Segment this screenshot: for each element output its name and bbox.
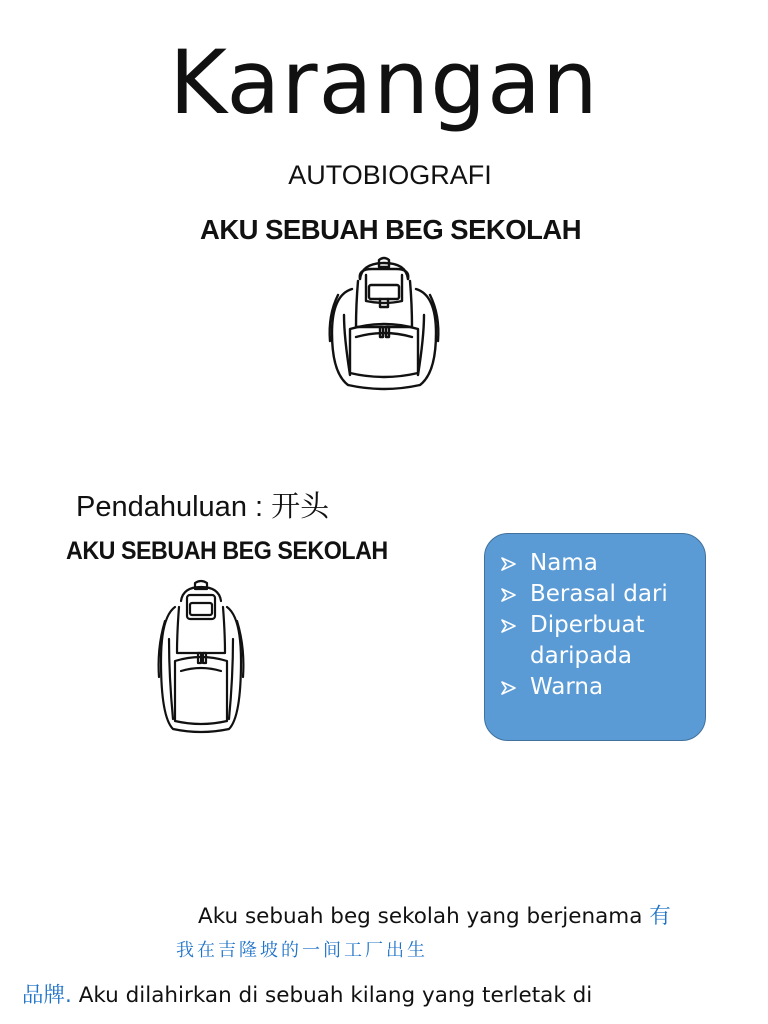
topic-heading: AKU SEBUAH BEG SEKOLAH — [200, 214, 582, 245]
intro-point-label: Berasal dari — [530, 581, 668, 607]
intro-point-item — [501, 548, 705, 579]
paragraph-line — [22, 978, 592, 1009]
intro-point-item — [501, 672, 705, 703]
arrow-bullet-icon — [501, 681, 516, 695]
chinese-translation-note: 我在吉隆坡的一间工厂出生 — [176, 940, 428, 961]
paragraph-text: Aku sebuah beg sekolah yang berjenama — [198, 904, 643, 929]
backpack-icon — [322, 255, 446, 393]
page-title: Karangan — [169, 31, 599, 134]
intro-point-item — [501, 579, 705, 610]
intro-point-item — [501, 610, 705, 672]
paragraph-text: Aku dilahirkan di sebuah kilang yang terletak di — [78, 983, 593, 1008]
backpack-icon — [155, 577, 247, 739]
intro-point-label: Nama — [530, 550, 598, 576]
paragraph-line — [198, 899, 671, 930]
chinese-note: 有 — [649, 904, 671, 929]
arrow-bullet-icon — [501, 557, 516, 571]
chinese-note: 品牌. — [22, 983, 72, 1008]
arrow-bullet-icon — [501, 588, 516, 602]
intro-point-label: Warna — [530, 674, 604, 700]
intro-points-list — [485, 534, 705, 703]
intro-topic-heading: AKU SEBUAH BEG SEKOLAH — [66, 537, 388, 565]
intro-points-box — [484, 533, 706, 741]
subtitle: AUTOBIOGRAFI — [288, 160, 492, 190]
intro-point-label: Diperbuat daripada — [530, 612, 645, 669]
introduction-label: Pendahuluan : 开头 — [76, 491, 330, 523]
arrow-bullet-icon — [501, 619, 516, 633]
